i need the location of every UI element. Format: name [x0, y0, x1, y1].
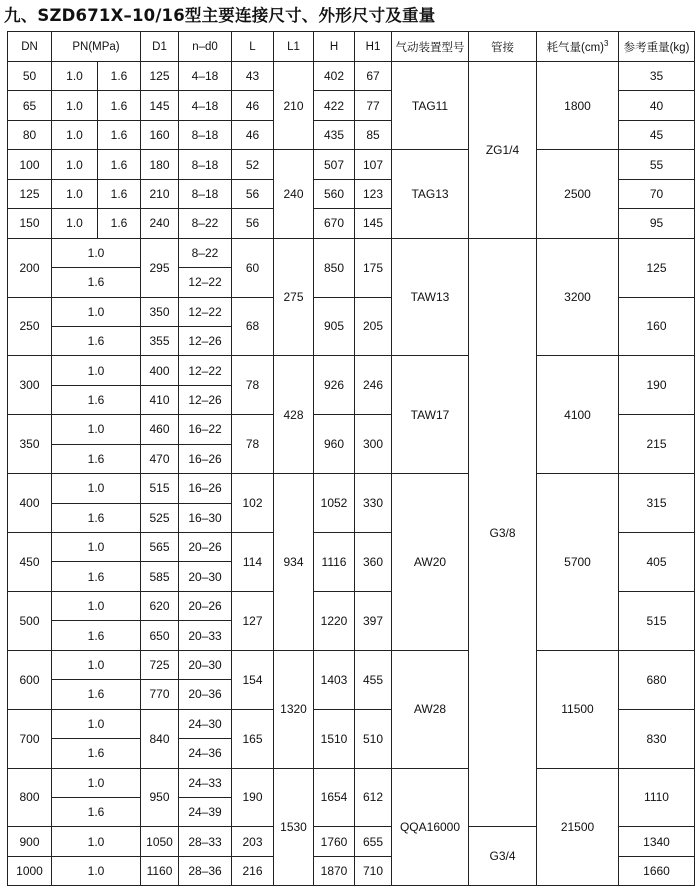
table-row: [8, 768, 695, 797]
cell-h1: 205: [355, 297, 392, 356]
cell-h1: 455: [355, 650, 392, 709]
cell-l: 114: [232, 533, 274, 592]
cell-pn: 1.6: [52, 444, 141, 473]
cell-l1: 428: [274, 356, 314, 474]
cell-dn: 50: [8, 62, 52, 91]
cell-nd0: 20–36: [179, 680, 232, 709]
cell-weight: 190: [619, 356, 695, 415]
cell-d1: 525: [141, 503, 179, 532]
cell-h1: 612: [355, 768, 392, 827]
cell-l: 52: [232, 150, 274, 179]
cell-pn: 1.6: [52, 503, 141, 532]
cell-pn: 1.0: [52, 150, 98, 179]
cell-pipe: G3/8: [469, 238, 537, 827]
cell-h1: 710: [355, 856, 392, 885]
cell-pn: 1.6: [52, 739, 141, 768]
cell-pn: 1.0: [52, 533, 141, 562]
table-row: [8, 356, 695, 385]
cell-air: 1800: [537, 62, 619, 150]
cell-pn: 1.0: [52, 179, 98, 208]
cell-pn: 1.0: [52, 768, 141, 797]
cell-device: QQA16000: [392, 768, 469, 886]
cell-pn: 1.6: [52, 621, 141, 650]
cell-weight: 680: [619, 650, 695, 709]
cell-pn: 1.0: [52, 62, 98, 91]
cell-d1: 470: [141, 444, 179, 473]
cell-nd0: 16–26: [179, 474, 232, 503]
cell-d1: 180: [141, 150, 179, 179]
cell-l: 60: [232, 238, 274, 297]
cell-l: 216: [232, 856, 274, 885]
cell-l: 78: [232, 356, 274, 415]
cell-dn: 700: [8, 709, 52, 768]
cell-h1: 175: [355, 238, 392, 297]
cell-device: TAW13: [392, 238, 469, 356]
cell-nd0: 24–30: [179, 709, 232, 738]
cell-pn: 1.0: [52, 827, 141, 856]
header-air: [537, 32, 619, 62]
cell-l: 165: [232, 709, 274, 768]
cell-pn: 1.0: [52, 474, 141, 503]
cell-pn: 1.0: [52, 591, 141, 620]
cell-d1: 840: [141, 709, 179, 768]
header-air-label: 耗气量(cm): [546, 41, 605, 54]
cell-pipe: G3/4: [469, 827, 537, 886]
cell-h: 422: [314, 91, 355, 120]
cell-d1: 355: [141, 326, 179, 355]
cell-h: 1654: [314, 768, 355, 827]
cell-pn: 1.6: [98, 150, 141, 179]
header-h1: H1: [355, 32, 392, 62]
cell-h: 850: [314, 238, 355, 297]
cell-nd0: 20–26: [179, 533, 232, 562]
cell-d1: 565: [141, 533, 179, 562]
cell-dn: 450: [8, 533, 52, 592]
cell-l1: 275: [274, 238, 314, 356]
cell-nd0: 12–22: [179, 268, 232, 297]
cell-h1: 655: [355, 827, 392, 856]
cell-dn: 65: [8, 91, 52, 120]
cell-d1: 125: [141, 62, 179, 91]
cell-h: 960: [314, 415, 355, 474]
cell-pn: 1.0: [52, 650, 141, 679]
cell-weight: 35: [619, 62, 695, 91]
cell-l: 46: [232, 91, 274, 120]
cell-nd0: 12–22: [179, 297, 232, 326]
cell-dn: 100: [8, 150, 52, 179]
cell-pn: 1.0: [52, 238, 141, 267]
cell-device: AW28: [392, 650, 469, 768]
cell-h1: 330: [355, 474, 392, 533]
header-weight: 参考重量(kg): [619, 32, 695, 62]
cell-pn: 1.6: [98, 179, 141, 208]
dimension-table: [7, 31, 695, 886]
cell-dn: 400: [8, 474, 52, 533]
header-h: H: [314, 32, 355, 62]
cell-weight: 515: [619, 591, 695, 650]
cell-nd0: 8–18: [179, 150, 232, 179]
cell-nd0: 24–36: [179, 739, 232, 768]
cell-weight: 45: [619, 120, 695, 149]
table-row: [8, 650, 695, 679]
cell-pn: 1.0: [52, 415, 141, 444]
cell-weight: 70: [619, 179, 695, 208]
cell-dn: 80: [8, 120, 52, 149]
cell-l: 46: [232, 120, 274, 149]
cell-pn: 1.0: [52, 856, 141, 885]
cell-h1: 107: [355, 150, 392, 179]
cell-pn: 1.6: [98, 120, 141, 149]
table-row: [8, 474, 695, 503]
cell-h1: 145: [355, 209, 392, 238]
cell-nd0: 20–26: [179, 591, 232, 620]
cell-dn: 150: [8, 209, 52, 238]
cell-pn: 1.0: [52, 356, 141, 385]
cell-nd0: 24–39: [179, 797, 232, 826]
cell-air: 2500: [537, 150, 619, 238]
cell-nd0: 4–18: [179, 62, 232, 91]
cell-weight: 40: [619, 91, 695, 120]
cell-h: 435: [314, 120, 355, 149]
cell-nd0: 12–26: [179, 326, 232, 355]
cell-air: 3200: [537, 238, 619, 356]
cell-l: 190: [232, 768, 274, 827]
cell-h: 905: [314, 297, 355, 356]
header-device: 气动装置型号: [392, 32, 469, 62]
cell-dn: 300: [8, 356, 52, 415]
cell-nd0: 8–18: [179, 120, 232, 149]
cell-l: 203: [232, 827, 274, 856]
cell-dn: 600: [8, 650, 52, 709]
cell-d1: 650: [141, 621, 179, 650]
page-title: 九、SZD671X–10/16型主要连接尺寸、外形尺寸及重量: [4, 6, 436, 25]
cell-device: TAG11: [392, 62, 469, 150]
cell-nd0: 20–33: [179, 621, 232, 650]
cell-device: TAG13: [392, 150, 469, 238]
cell-pn: 1.0: [52, 209, 98, 238]
cell-dn: 800: [8, 768, 52, 827]
cell-nd0: 24–33: [179, 768, 232, 797]
cell-air: 11500: [537, 650, 619, 768]
cell-h1: 510: [355, 709, 392, 768]
cell-h1: 360: [355, 533, 392, 592]
cell-h: 560: [314, 179, 355, 208]
cell-d1: 295: [141, 238, 179, 297]
cell-l: 78: [232, 415, 274, 474]
cell-pn: 1.6: [52, 268, 141, 297]
cell-d1: 515: [141, 474, 179, 503]
cell-device: TAW17: [392, 356, 469, 474]
cell-l: 56: [232, 209, 274, 238]
table-row: [8, 150, 695, 179]
cell-pn: 1.6: [98, 91, 141, 120]
cell-weight: 215: [619, 415, 695, 474]
cell-dn: 125: [8, 179, 52, 208]
cell-d1: 770: [141, 680, 179, 709]
cell-d1: 400: [141, 356, 179, 385]
cell-nd0: 16–26: [179, 444, 232, 473]
cell-h: 1760: [314, 827, 355, 856]
cell-pn: 1.6: [52, 797, 141, 826]
cell-dn: 250: [8, 297, 52, 356]
table-row: [8, 62, 695, 91]
cell-nd0: 4–18: [179, 91, 232, 120]
cell-dn: 350: [8, 415, 52, 474]
cell-h: 1870: [314, 856, 355, 885]
cell-nd0: 8–22: [179, 238, 232, 267]
cell-nd0: 16–22: [179, 415, 232, 444]
cell-h1: 77: [355, 91, 392, 120]
cell-weight: 55: [619, 150, 695, 179]
cell-weight: 1660: [619, 856, 695, 885]
cell-pn: 1.0: [52, 91, 98, 120]
cell-h: 926: [314, 356, 355, 415]
cell-l: 154: [232, 650, 274, 709]
cell-weight: 125: [619, 238, 695, 297]
cell-nd0: 8–22: [179, 209, 232, 238]
cell-nd0: 28–33: [179, 827, 232, 856]
table-row: [8, 238, 695, 267]
cell-weight: 160: [619, 297, 695, 356]
header-d1: D1: [141, 32, 179, 62]
cell-h: 1052: [314, 474, 355, 533]
cell-pn: 1.6: [98, 62, 141, 91]
cell-device: AW20: [392, 474, 469, 651]
cell-l1: 934: [274, 474, 314, 651]
header-pipe: 管接: [469, 32, 537, 62]
cell-h: 1403: [314, 650, 355, 709]
cell-d1: 350: [141, 297, 179, 326]
cell-nd0: 20–30: [179, 650, 232, 679]
cell-d1: 585: [141, 562, 179, 591]
cell-pipe: ZG1/4: [469, 62, 537, 239]
cell-h: 1510: [314, 709, 355, 768]
cell-h: 507: [314, 150, 355, 179]
cell-d1: 240: [141, 209, 179, 238]
header-pn: PN(MPa): [52, 32, 141, 62]
cell-weight: 830: [619, 709, 695, 768]
cell-h1: 397: [355, 591, 392, 650]
cell-pn: 1.6: [52, 562, 141, 591]
cell-pn: 1.0: [52, 297, 141, 326]
cell-h1: 67: [355, 62, 392, 91]
table-body: [8, 62, 695, 886]
cell-d1: 410: [141, 385, 179, 414]
cell-dn: 500: [8, 591, 52, 650]
cell-l: 127: [232, 591, 274, 650]
cell-d1: 145: [141, 91, 179, 120]
cell-l1: 240: [274, 150, 314, 238]
cell-h: 1116: [314, 533, 355, 592]
cell-weight: 1110: [619, 768, 695, 827]
cell-nd0: 12–22: [179, 356, 232, 385]
header-dn: DN: [8, 32, 52, 62]
cell-d1: 725: [141, 650, 179, 679]
header-l: L: [232, 32, 274, 62]
cell-pn: 1.6: [52, 680, 141, 709]
cell-l1: 1530: [274, 768, 314, 886]
cell-d1: 950: [141, 768, 179, 827]
header-air-sup: 3: [604, 38, 609, 48]
cell-nd0: 28–36: [179, 856, 232, 885]
cell-l1: 1320: [274, 650, 314, 768]
header-row: [8, 32, 695, 62]
cell-d1: 210: [141, 179, 179, 208]
cell-air: 5700: [537, 474, 619, 651]
cell-d1: 160: [141, 120, 179, 149]
cell-nd0: 20–30: [179, 562, 232, 591]
cell-air: 21500: [537, 768, 619, 886]
cell-air: 4100: [537, 356, 619, 474]
cell-pn: 1.6: [52, 385, 141, 414]
cell-weight: 1340: [619, 827, 695, 856]
cell-nd0: 8–18: [179, 179, 232, 208]
cell-d1: 1050: [141, 827, 179, 856]
cell-h: 402: [314, 62, 355, 91]
cell-pn: 1.6: [52, 326, 141, 355]
cell-pn: 1.0: [52, 120, 98, 149]
cell-h1: 246: [355, 356, 392, 415]
header-l1: L1: [274, 32, 314, 62]
cell-pn: 1.6: [98, 209, 141, 238]
cell-nd0: 16–30: [179, 503, 232, 532]
cell-d1: 620: [141, 591, 179, 620]
cell-dn: 900: [8, 827, 52, 856]
cell-h1: 123: [355, 179, 392, 208]
cell-weight: 95: [619, 209, 695, 238]
cell-l: 102: [232, 474, 274, 533]
cell-dn: 200: [8, 238, 52, 297]
cell-h: 670: [314, 209, 355, 238]
cell-l1: 210: [274, 62, 314, 150]
cell-d1: 460: [141, 415, 179, 444]
cell-h1: 300: [355, 415, 392, 474]
cell-nd0: 12–26: [179, 385, 232, 414]
cell-l: 43: [232, 62, 274, 91]
cell-l: 56: [232, 179, 274, 208]
header-nd0: n–d0: [179, 32, 232, 62]
cell-pn: 1.0: [52, 709, 141, 738]
cell-h: 1220: [314, 591, 355, 650]
cell-weight: 315: [619, 474, 695, 533]
cell-h1: 85: [355, 120, 392, 149]
cell-d1: 1160: [141, 856, 179, 885]
cell-weight: 405: [619, 533, 695, 592]
cell-l: 68: [232, 297, 274, 356]
cell-dn: 1000: [8, 856, 52, 885]
